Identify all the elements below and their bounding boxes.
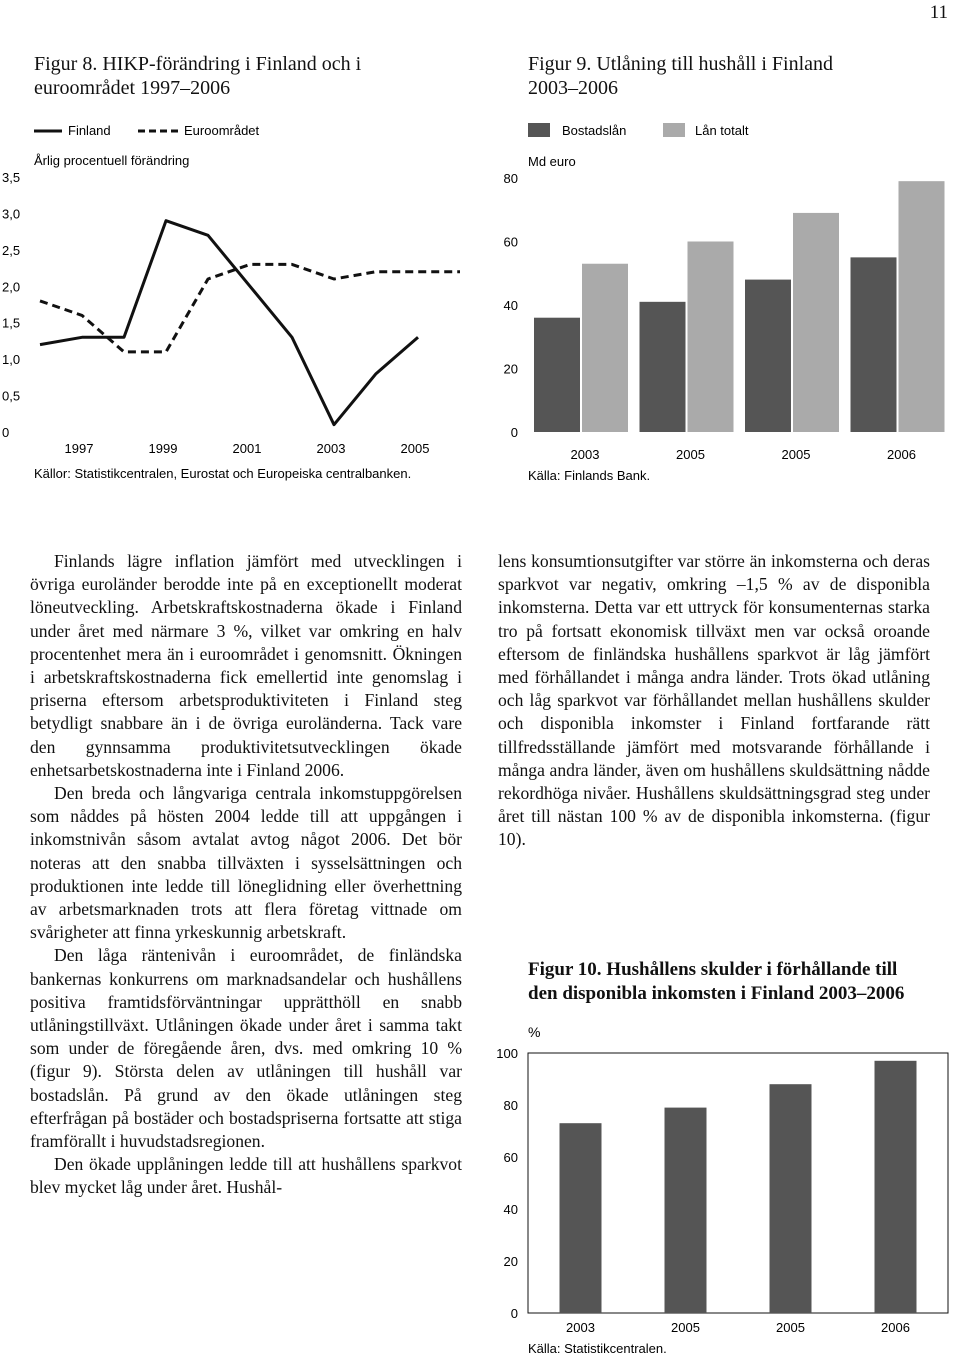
fig9-bar-bostadslan-3 (745, 280, 791, 432)
fig8-ytick-label: 3,5 (2, 170, 21, 185)
fig9-unit-label: Md euro (528, 154, 576, 169)
fig8-chart (0, 110, 480, 490)
body-column-right (498, 550, 930, 852)
fig8-ytick-label: 0,5 (2, 388, 21, 404)
fig10-ytick-label: 0 (510, 1306, 518, 1321)
fig8-legend-euro: Euroområdet (184, 123, 260, 138)
fig10-ytick-label: 20 (503, 1254, 518, 1269)
fig9-legend-lantotalt: Lån totalt (695, 123, 749, 138)
page-number: 11 (929, 2, 948, 23)
fig9-legend-bostadslan-swatch (528, 123, 550, 137)
fig8-series-finland (40, 221, 418, 425)
fig10-xtick-label: 2006 (881, 1320, 910, 1335)
fig8-ytick-label: 1,5 (2, 315, 21, 331)
fig10-ytick-label: 60 (503, 1150, 518, 1165)
fig10-xtick-label: 2005 (776, 1320, 805, 1335)
fig8-unit-label: Årlig procentuell förändring (34, 153, 190, 168)
fig9-xtick-label: 2003 (570, 447, 600, 462)
fig9-bar-bostadslan-2 (640, 302, 686, 432)
body-right-paragraph-1: lens konsumtionsutgifter var större än inkomsterna och deras sparkvot var negativ, omkring –1,5 % av de disponibla inkomsterna. Detta var ett uttryck för konsumenternas starka tro på fortsatt ekonomisk tillväxt men var också oroande eftersom de finländska hushållens sparkvot är låg jämfört med förhållandet i många andra länder. Trots ökad utlåning och låg sparkvot var förhållandet mellan hushållens skulder och disponibla inkomster i Finland fortfarande rätt tillfredsställande jämfört med motsvarande förhållande i många andra länder, även om hushållens skuldsättning nådde rekordhöga nivåer. Hushållens skuldsättningsgrad steg under året till nästan 100 % av de disponibla inkomsterna. (figur 10). (498, 551, 930, 850)
fig8-xtick-label: 2003 (316, 441, 346, 456)
fig8-ytick-label: 3,0 (2, 206, 21, 222)
fig9-ytick-label: 0 (510, 425, 518, 440)
body-left-paragraph-1: Finlands lägre inflation jämfört med utvecklingen i övriga euroländer berodde inte på en exceptionellt moderat löneutveckling. Arbetskraftskostnaderna ökade i Finland under året med närmare 3 %, vilket var omkring en halv procentenhet mera än i euroområdet i genomsnitt. Ökningen i arbetskraftskostnaderna fick emellertid inte genomslag i priserna eftersom arbetsproduktiviteten i Finland steg betydligt snabbare än i de övriga euroländerna. Tack vare den gynnsamma produktivitetsutvecklingen ökade enhetsarbetskostnaderna inte i Finland 2006. (30, 551, 462, 780)
fig8-title-line1: Figur 8. HIKP-förändring i Finland och i (34, 53, 362, 75)
fig10-title (528, 958, 948, 1006)
fig10-title-line2: den disponibla inkomsten i Finland 2003–2006 (528, 983, 905, 1004)
fig9-legend-lantotalt-swatch (663, 123, 685, 137)
fig9-legend-bostadslan: Bostadslån (562, 123, 627, 138)
fig8-legend-finland: Finland (68, 123, 111, 138)
fig9-bar-lan-totalt-3 (793, 213, 839, 432)
fig10-bar-1 (560, 1123, 602, 1313)
fig10-ytick-label: 40 (503, 1202, 518, 1217)
fig8-xtick-label: 1999 (148, 441, 178, 456)
fig9-ytick-label: 80 (503, 171, 518, 186)
fig8-title (34, 52, 464, 100)
fig9-bar-lan-totalt-4 (899, 181, 945, 432)
fig9-bar-bostadslan-1 (534, 318, 580, 432)
fig8-xtick-label: 1997 (64, 441, 94, 456)
fig9-bar-lan-totalt-1 (582, 264, 628, 432)
fig8-ytick-label: 0 (2, 425, 10, 440)
fig10-ytick-label: 100 (496, 1046, 518, 1061)
fig9-ytick-label: 20 (503, 361, 518, 377)
fig8-ytick-label: 2,5 (2, 242, 21, 258)
fig9-ytick-label: 40 (503, 298, 518, 313)
fig8-ytick-label: 2,0 (2, 279, 21, 295)
fig10-source: Källa: Statistikcentralen. (528, 1341, 667, 1356)
body-column-left (30, 550, 462, 1200)
fig8-ytick-label: 1,0 (2, 352, 21, 368)
fig9-xtick-label: 2005 (781, 447, 811, 462)
fig10-bar-4 (875, 1061, 917, 1313)
fig9-bar-lan-totalt-2 (688, 242, 734, 433)
fig8-xtick-label: 2005 (400, 441, 430, 456)
fig9-title (528, 52, 948, 100)
fig9-source: Källa: Finlands Bank. (528, 468, 651, 483)
body-left-paragraph-4: Den ökade upplåningen ledde till att hushållens sparkvot blev mycket låg under året. Hushål- (30, 1154, 462, 1198)
fig8-source: Källor: Statistikcentralen, Eurostat och Europeiska centralbanken. (34, 466, 412, 481)
fig9-xtick-label: 2006 (887, 447, 916, 462)
fig10-title-line1: Figur 10. Hushållens skulder i förhållande till (528, 959, 898, 980)
fig9-title-line1: Figur 9. Utlåning till hushåll i Finland (528, 53, 833, 75)
fig10-xtick-label: 2003 (566, 1320, 595, 1335)
fig9-ytick-label: 60 (503, 234, 518, 250)
body-left-paragraph-3: Den låga räntenivån i euroområdet, de finländska bankernas konkurrens om marknadsandelar och hushållens positiva framtidsförväntningar upprätthöll en snabb utlåningstillväxt. Utlåningen ökade under året i samma takt som under de föregående åren, dvs. med omkring 10 % (figur 9). Största delen av utlåningen till hushåll var bostadslån. På grund av den ökade utlåningen steg efterfrågan på bostäder och bostadspriserna fortsatte att stiga framförallt i huvudstadsregionen. (30, 945, 462, 1152)
fig9-chart (490, 110, 960, 490)
fig10-bar-3 (770, 1084, 812, 1313)
fig10-unit-label: % (528, 1024, 541, 1040)
fig9-bar-bostadslan-4 (851, 257, 897, 432)
fig9-title-line2: 2003–2006 (528, 77, 618, 99)
fig10-xtick-label: 2005 (671, 1320, 700, 1335)
fig10-chart (490, 1015, 960, 1360)
fig9-xtick-label: 2005 (676, 447, 705, 462)
fig10-ytick-label: 80 (503, 1098, 518, 1113)
body-left-paragraph-2: Den breda och långvariga centrala inkomstuppgörelsen som nåddes på hösten 2004 ledde till att uppgången i inkomstnivån såsom avtalat avtog något 2006. Det bör noteras att den snabba tillväxten i sysselsättningen och produktionen inte ledde till löneglidning eller överhettning av arbetsmarknaden trots att flera företag vittnade om svårigheter att finna yrkeskunnig arbetskraft. (30, 783, 462, 943)
fig8-title-line2: euroområdet 1997–2006 (34, 77, 231, 99)
fig10-bar-2 (665, 1108, 707, 1313)
fig8-xtick-label: 2001 (232, 441, 262, 456)
